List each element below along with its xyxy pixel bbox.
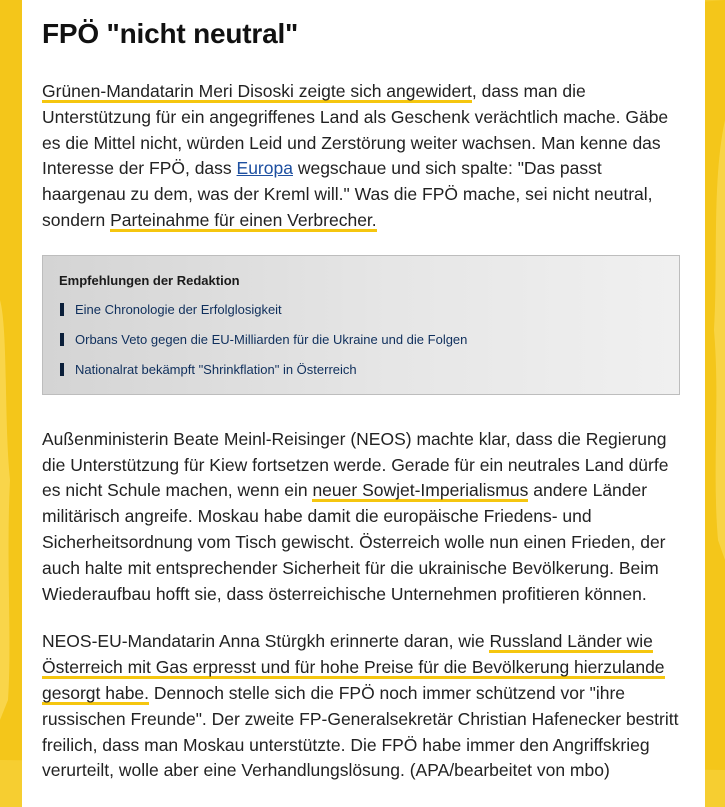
- highlight-parteinahme: Parteinahme für einen Verbrecher.: [110, 209, 377, 230]
- recommendations-list: [59, 301, 679, 379]
- paragraph-text: Dennoch stelle sich die FPÖ noch immer schützend vor "ihre russischen Freunde". Der zweite FP-Generalsekretär Christian Hafenecker bestritt freilich, dass man Moskau unterstützte. Die FPÖ habe immer den Angriffskrieg verurteilt, wolle aber eine Verhandlungslösung. (APA/bearbeitet von mbo): [42, 682, 679, 781]
- recommendation-link[interactable]: Orbans Veto gegen die EU-Milliarden für die Ukraine und die Folgen: [75, 331, 468, 347]
- paragraph-text: , dass man die Unterstützung für ein angegriffenes Land als Geschenk verächtlich mache. Gäbe es die Mittel nicht, würden Leid und Zerstörung weiter wachsen. Man kenne das Interesse der FPÖ, dass: [42, 81, 669, 179]
- highlight-gas-erpressung: Russland Länder wie Österreich mit Gas erpresst und für hohe Preise für die Bevölkerung hierzulande gesorgt habe.: [42, 631, 665, 703]
- recommendation-link[interactable]: Nationalrat bekämpft "Shrinkflation" in Österreich: [75, 361, 357, 377]
- paragraph-meinl-reisinger: [42, 427, 690, 608]
- bullet-icon: [60, 363, 64, 376]
- europa-link[interactable]: Europa: [236, 158, 293, 179]
- article-body: [22, 0, 705, 807]
- paragraph-text: andere Länder militärisch angreife. Moskau habe damit die europäische Friedens- und Sicherheitsordnung vom Tisch gewischt. Österreich wolle nun einen Frieden, der auch halte mit entsprechender Sicherheit für die ukrainische Bevölkerung. Beim Wiederaufbau hofft sie, dass österreichische Unternehmen profitieren können.: [42, 480, 666, 604]
- recommendation-link[interactable]: Eine Chronologie der Erfolglosigkeit: [75, 301, 282, 317]
- bullet-icon: [60, 303, 64, 316]
- highlight-sowjet-imperialismus: neuer Sowjet-Imperialismus: [312, 480, 529, 501]
- recommendation-item[interactable]: [59, 361, 679, 379]
- recommendations-box: [42, 255, 680, 395]
- section-heading: FPÖ "nicht neutral": [42, 18, 299, 49]
- bullet-icon: [60, 333, 64, 346]
- recommendation-item[interactable]: [59, 331, 679, 349]
- highlight-disoski: Grünen-Mandatarin Meri Disoski zeigte sich angewidert: [42, 81, 472, 101]
- recommendations-title: Empfehlungen der Redaktion: [59, 272, 240, 288]
- paragraph-disoski: [42, 79, 690, 234]
- paragraph-text: wegschaue und sich spalte: "Das passt haargenau zu dem, was der Kreml will." Was die FPÖ mache, sei nicht neutral, sondern: [42, 158, 653, 230]
- paragraph-text: NEOS-EU-Mandatarin Anna Stürgkh erinnerte daran, wie: [42, 631, 490, 652]
- recommendation-item[interactable]: [59, 301, 679, 319]
- paragraph-text: Außenministerin Beate Meinl-Reisinger (NEOS) machte klar, dass die Regierung die Unterstützung für Kiew fortsetzen werde. Gerade für ein neutrales Land dürfe es nicht Schule machen, wenn ein: [42, 428, 669, 501]
- paragraph-stuergkh: [42, 629, 690, 784]
